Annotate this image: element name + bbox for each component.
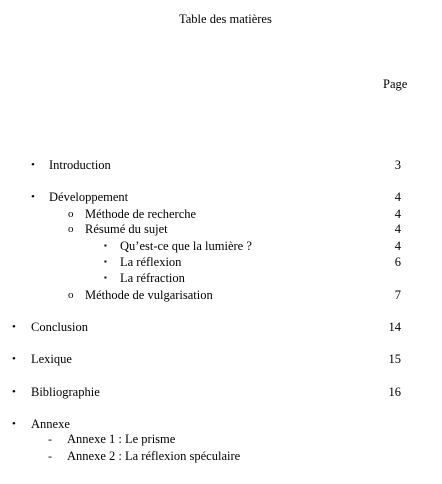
bullet-dash: - xyxy=(48,449,52,463)
entry-page: 4 xyxy=(394,239,401,253)
bullet-disc: • xyxy=(31,191,35,203)
bullet-disc: • xyxy=(12,386,16,398)
entry-label: Conclusion xyxy=(31,320,88,334)
bullet-dash: - xyxy=(48,432,52,446)
bullet-square: ▪ xyxy=(104,241,107,250)
bullet-square: ▪ xyxy=(104,273,107,282)
entry-page: 4 xyxy=(394,190,401,204)
entry-page: 15 xyxy=(388,352,401,366)
entry-label: La réflexion xyxy=(120,255,182,269)
bullet-circle: o xyxy=(68,289,74,301)
bullet-square: ▪ xyxy=(104,257,107,266)
entry-page: 14 xyxy=(388,320,401,334)
entry-label: Résumé du sujet xyxy=(85,222,168,236)
entry-label: La réfraction xyxy=(120,271,185,285)
bullet-disc: • xyxy=(31,159,35,171)
page-column-header: Page xyxy=(383,77,408,91)
bullet-circle: o xyxy=(68,208,74,220)
entry-label: Bibliographie xyxy=(31,385,100,399)
entry-label: Annexe 2 : La réflexion spéculaire xyxy=(67,449,241,463)
entry-label: Introduction xyxy=(49,158,111,172)
bullet-disc: • xyxy=(12,353,16,365)
entry-label: Lexique xyxy=(31,352,72,366)
entry-page: 6 xyxy=(394,255,401,269)
bullet-disc: • xyxy=(12,321,16,333)
entry-page: 4 xyxy=(394,222,401,236)
entry-page: 3 xyxy=(394,158,401,172)
entry-label: Méthode de recherche xyxy=(85,207,197,221)
entry-page: 4 xyxy=(394,207,401,221)
entry-label: Annexe 1 : Le prisme xyxy=(67,432,176,446)
bullet-circle: o xyxy=(68,223,74,235)
entry-label: Méthode de vulgarisation xyxy=(85,288,213,302)
bullet-disc: • xyxy=(12,418,16,430)
entry-label: Développement xyxy=(49,190,129,204)
entry-label: Qu’est-ce que la lumière ? xyxy=(120,239,252,253)
toc-title: Table des matières xyxy=(179,12,272,26)
entry-label: Annexe xyxy=(31,417,70,431)
entry-page: 16 xyxy=(388,385,401,399)
entry-page: 7 xyxy=(394,288,401,302)
